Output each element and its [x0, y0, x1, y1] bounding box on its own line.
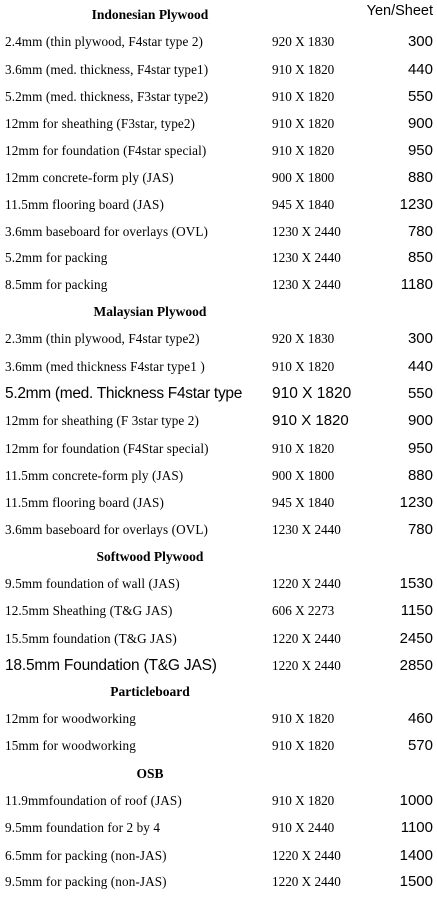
row-size: 945 X 1840 — [272, 495, 335, 510]
row-description: 5.2mm (med. thickness, F3star type2) — [5, 89, 209, 104]
table-row — [0, 869, 437, 895]
row-size: 910 X 1820 — [272, 143, 335, 158]
row-description: 2.4mm (thin plywood, F4star type 2) — [5, 34, 204, 49]
table-row — [0, 815, 437, 841]
row-size: 1220 X 2440 — [272, 874, 341, 889]
row-description: 3.6mm baseboard for overlays (OVL) — [5, 224, 208, 239]
row-description: 12mm for sheathing (F3star, type2) — [5, 116, 196, 131]
section-title-particleboard: Particleboard — [110, 684, 190, 699]
table-row — [0, 192, 437, 218]
row-size: 900 X 1800 — [272, 170, 335, 185]
row-description: 5.2mm for packing — [5, 250, 108, 265]
row-size: 910 X 2440 — [272, 820, 335, 835]
row-description: 12mm for foundation (F4Star special) — [5, 441, 209, 456]
row-price: 1230 — [399, 196, 433, 213]
row-size: 910 X 1820 — [272, 359, 335, 374]
table-row — [0, 29, 437, 55]
row-description: 15mm for woodworking — [5, 738, 136, 753]
row-description: 12mm for sheathing (F 3star type 2) — [5, 413, 199, 428]
row-size: 1230 X 2440 — [272, 250, 341, 265]
row-size: 920 X 1830 — [272, 331, 335, 346]
row-size: 1220 X 2440 — [272, 576, 341, 591]
row-description: 9.5mm foundation for 2 by 4 — [5, 820, 161, 835]
row-description: 12mm for foundation (F4star special) — [5, 143, 207, 158]
row-size: 910 X 1820 — [272, 793, 335, 808]
row-price: 300 — [407, 33, 433, 50]
row-description: 2.3mm (thin plywood, F4star type2) — [5, 331, 200, 346]
row-price: 780 — [407, 521, 433, 538]
section-title-malaysian-plywood: Malaysian Plywood — [93, 304, 207, 319]
row-price: 1150 — [400, 602, 433, 619]
row-size: 910 X 1820 — [272, 412, 349, 429]
row-description: 11.5mm flooring board (JAS) — [5, 495, 164, 510]
table-row — [0, 408, 437, 434]
table-row — [0, 843, 437, 869]
table-row — [0, 490, 437, 516]
row-description: 11.5mm flooring board (JAS) — [5, 197, 164, 212]
row-price: 950 — [407, 142, 433, 159]
row-size: 910 X 1820 — [272, 385, 352, 402]
table-row — [0, 436, 437, 462]
table-row — [0, 326, 437, 352]
unit-header: Yen/Sheet — [366, 3, 433, 19]
table-row — [0, 138, 437, 164]
table-row — [0, 463, 437, 489]
table-row — [0, 653, 437, 679]
row-size: 1220 X 2440 — [272, 848, 341, 863]
row-price: 1500 — [399, 873, 433, 890]
row-price: 1100 — [400, 819, 433, 836]
row-price: 900 — [407, 115, 433, 132]
table-row — [0, 788, 437, 814]
row-price: 1180 — [400, 276, 433, 293]
row-price: 550 — [407, 385, 433, 402]
row-description: 3.6mm (med thickness F4star type1 ) — [5, 359, 205, 374]
row-size: 900 X 1800 — [272, 468, 335, 483]
row-description: 15.5mm foundation (T&G JAS) — [5, 631, 177, 646]
table-row — [0, 571, 437, 597]
row-price: 1400 — [399, 847, 433, 864]
row-description: 6.5mm for packing (non-JAS) — [5, 848, 167, 863]
table-row — [0, 733, 437, 759]
section-title-softwood-plywood: Softwood Plywood — [96, 549, 204, 564]
row-size: 910 X 1820 — [272, 116, 335, 131]
table-row — [0, 165, 437, 191]
row-price: 850 — [407, 249, 433, 266]
row-size: 1220 X 2440 — [272, 631, 341, 646]
row-description: 12mm for woodworking — [5, 711, 136, 726]
row-price: 570 — [407, 737, 433, 754]
row-size: 910 X 1820 — [272, 738, 335, 753]
row-price: 300 — [407, 330, 433, 347]
row-description: 3.6mm (med. thickness, F4star type1) — [5, 62, 209, 77]
row-price: 780 — [407, 223, 433, 240]
table-row — [0, 706, 437, 732]
row-description: 12.5mm Sheathing (T&G JAS) — [5, 603, 173, 618]
row-description: 5.2mm (med. Thickness F4star type — [5, 385, 243, 402]
row-size: 606 X 2273 — [272, 603, 335, 618]
row-size: 910 X 1820 — [272, 62, 335, 77]
row-size: 1230 X 2440 — [272, 277, 341, 292]
row-size: 1230 X 2440 — [272, 224, 341, 239]
row-description: 3.6mm baseboard for overlays (OVL) — [5, 522, 208, 537]
row-size: 945 X 1840 — [272, 197, 335, 212]
row-price: 880 — [407, 169, 433, 186]
row-size: 920 X 1830 — [272, 34, 335, 49]
row-description: 11.9mmfoundation of roof (JAS) — [5, 793, 182, 808]
row-price: 900 — [407, 412, 433, 429]
row-price: 2850 — [399, 657, 433, 674]
row-size: 910 X 1820 — [272, 711, 335, 726]
row-price: 880 — [407, 467, 433, 484]
row-price: 440 — [407, 358, 433, 375]
table-row — [0, 354, 437, 380]
row-price: 460 — [407, 710, 433, 727]
table-row — [0, 381, 437, 407]
table-row — [0, 598, 437, 624]
section-title-indonesian-plywood: Indonesian Plywood — [91, 7, 209, 22]
table-row — [0, 219, 437, 245]
table-row — [0, 272, 437, 298]
row-description: 18.5mm Foundation (T&G JAS) — [5, 657, 217, 674]
row-description: 11.5mm concrete-form ply (JAS) — [5, 468, 184, 483]
row-price: 1230 — [399, 494, 433, 511]
table-row — [0, 111, 437, 137]
row-size: 910 X 1820 — [272, 441, 335, 456]
row-price: 2450 — [399, 630, 433, 647]
row-description: 9.5mm for packing (non-JAS) — [5, 874, 167, 889]
row-price: 550 — [407, 88, 433, 105]
table-row — [0, 245, 437, 271]
table-row — [0, 84, 437, 110]
section-title-osb: OSB — [136, 766, 164, 781]
row-price: 950 — [407, 440, 433, 457]
table-row — [0, 517, 437, 543]
row-description: 12mm concrete-form ply (JAS) — [5, 170, 174, 185]
row-size: 1230 X 2440 — [272, 522, 341, 537]
row-description: 9.5mm foundation of wall (JAS) — [5, 576, 180, 591]
row-price: 440 — [407, 61, 433, 78]
table-row — [0, 626, 437, 652]
table-row — [0, 57, 437, 83]
row-price: 1530 — [399, 575, 433, 592]
row-price: 1000 — [399, 792, 433, 809]
row-description: 8.5mm for packing — [5, 277, 108, 292]
row-size: 910 X 1820 — [272, 89, 335, 104]
row-size: 1220 X 2440 — [272, 658, 341, 673]
